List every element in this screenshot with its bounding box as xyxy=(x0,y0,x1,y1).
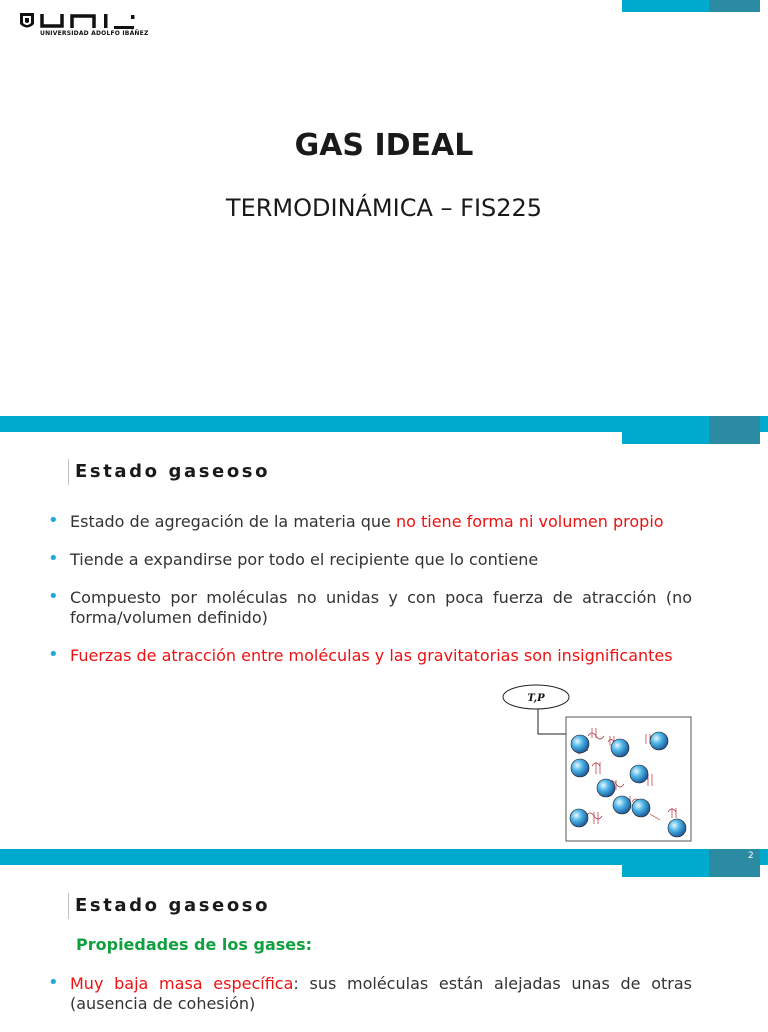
bullet-text: Tiende a expandirse por todo el recipiente que lo contiene xyxy=(70,550,539,569)
bullet-text: Compuesto por moléculas no unidas y con poca fuerza de atracción (no forma/volumen definido) xyxy=(70,588,692,627)
bullet-list xyxy=(48,512,692,684)
slide-divider-bar xyxy=(0,849,768,865)
gas-molecules-diagram xyxy=(500,684,700,844)
bullet-item xyxy=(48,974,692,1014)
bullet-item xyxy=(48,512,692,532)
properties-subheading: Propiedades de los gases: xyxy=(76,935,313,954)
bullet-text: : sus moléculas están alejadas unas de otras (ausencia de cohesión) xyxy=(70,974,692,1013)
bullet-highlight: Fuerzas de atracción entre moléculas y las gravitatorias son insignificantes xyxy=(70,646,673,665)
header-accent-bar-dark xyxy=(709,0,760,12)
bullet-item xyxy=(48,550,692,570)
bullet-item xyxy=(48,588,692,628)
uai-logo-icon xyxy=(18,12,142,32)
bullet-highlight: no tiene forma ni volumen propio xyxy=(395,512,664,531)
header-accent-bar xyxy=(622,0,709,12)
logo-subtitle: UNIVERSIDAD ADOLFO IBÁÑEZ xyxy=(40,30,149,37)
slide-divider-bar xyxy=(0,416,768,432)
slide-subtitle: TERMODINÁMICA – FIS225 xyxy=(225,194,543,222)
bullet-list xyxy=(48,974,692,1032)
page-number: 2 xyxy=(748,851,754,861)
slide-header-accent xyxy=(622,865,709,877)
section-heading: Estado gaseoso xyxy=(68,893,270,919)
slide-header-accent xyxy=(622,432,709,444)
bullet-text: Estado de agregación de la materia que xyxy=(70,512,396,531)
university-logo xyxy=(18,12,142,42)
section-heading: Estado gaseoso xyxy=(68,459,270,485)
tp-label: T,P xyxy=(527,693,545,704)
bullet-item xyxy=(48,646,692,666)
slide-header-accent-dark xyxy=(709,416,760,444)
slide-title: GAS IDEAL xyxy=(294,128,474,163)
bullet-highlight: Muy baja masa específica xyxy=(70,974,294,993)
